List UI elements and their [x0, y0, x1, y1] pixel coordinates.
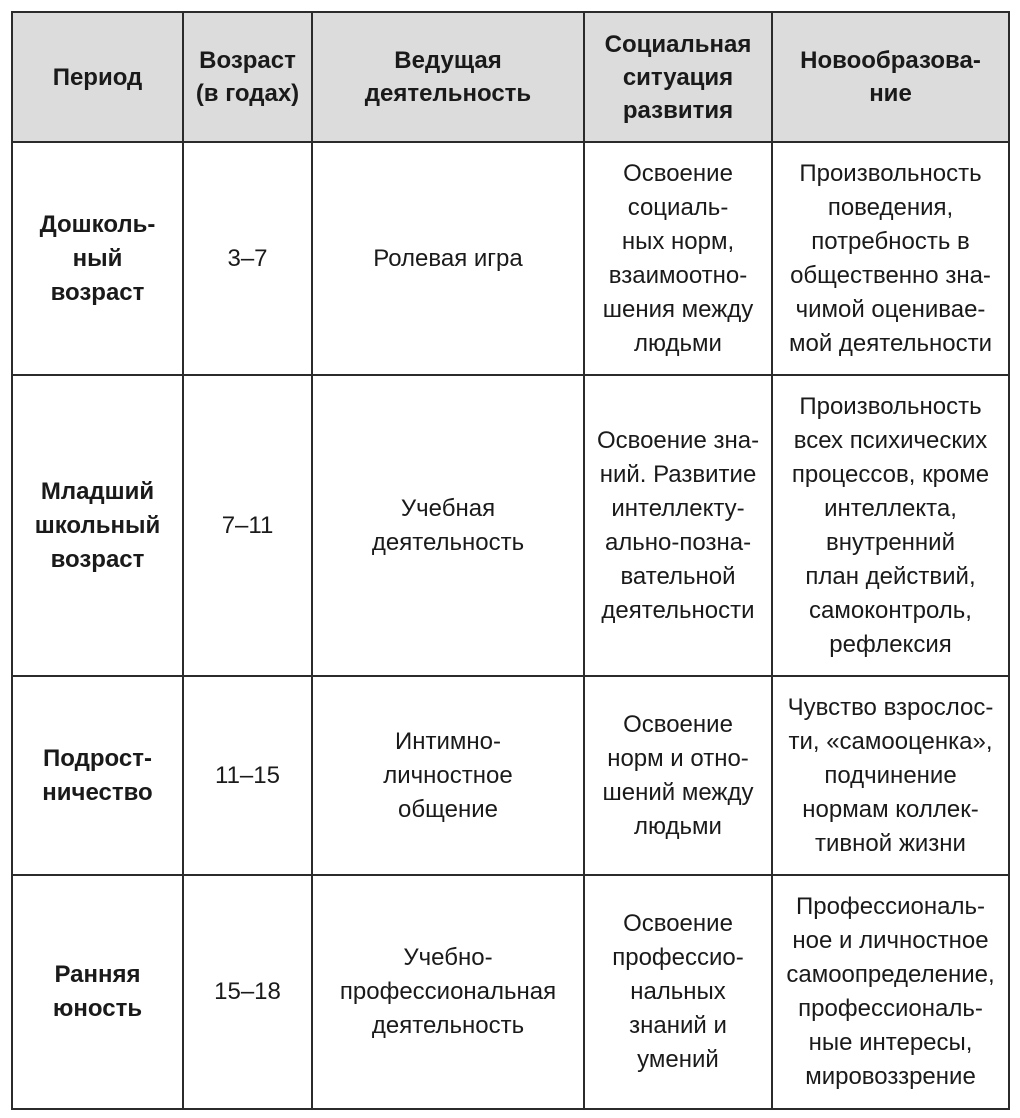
table-header-row: [12, 12, 1009, 142]
table-row: [12, 875, 1009, 1109]
header-period: Период: [12, 12, 183, 142]
cell-age: 15–18: [183, 875, 312, 1109]
cell-situation: Освоение социаль- ных норм, взаимоотно- шения между людьми: [584, 142, 772, 375]
cell-activity: Учебная деятельность: [312, 375, 584, 676]
development-periods-table: [11, 11, 1010, 1110]
cell-period: Младший школьный возраст: [12, 375, 183, 676]
header-neoformation: Новообразова- ние: [772, 12, 1009, 142]
cell-age: 7–11: [183, 375, 312, 676]
cell-situation: Освоение норм и отно- шений между людьми: [584, 676, 772, 875]
cell-situation: Освоение зна- ний. Развитие интеллекту- ально-позна- вательной деятельности: [584, 375, 772, 676]
cell-activity: Интимно- личностное общение: [312, 676, 584, 875]
cell-period: Дошколь- ный возраст: [12, 142, 183, 375]
cell-neoformation: Произвольность поведения, потребность в общественно зна- чимой оценивае- мой деятельности: [772, 142, 1009, 375]
cell-activity: Учебно- профессиональная деятельность: [312, 875, 584, 1109]
cell-neoformation: Чувство взрослос- ти, «самооценка», подчинение нормам коллек- тивной жизни: [772, 676, 1009, 875]
cell-period: Ранняя юность: [12, 875, 183, 1109]
cell-neoformation: Произвольность всех психических процессов, кроме интеллекта, внутренний план действий, самоконтроль, рефлексия: [772, 375, 1009, 676]
table-row: [12, 676, 1009, 875]
cell-situation: Освоение профессио- нальных знаний и умений: [584, 875, 772, 1109]
header-age: Возраст (в годах): [183, 12, 312, 142]
header-leading-activity: Ведущая деятельность: [312, 12, 584, 142]
cell-age: 3–7: [183, 142, 312, 375]
header-social-situation: Социальная ситуация развития: [584, 12, 772, 142]
cell-age: 11–15: [183, 676, 312, 875]
cell-activity: Ролевая игра: [312, 142, 584, 375]
cell-period: Подрост- ничество: [12, 676, 183, 875]
table-row: [12, 142, 1009, 375]
cell-neoformation: Профессиональ- ное и личностное самоопределение, профессиональ- ные интересы, мировоззрение: [772, 875, 1009, 1109]
table-row: [12, 375, 1009, 676]
